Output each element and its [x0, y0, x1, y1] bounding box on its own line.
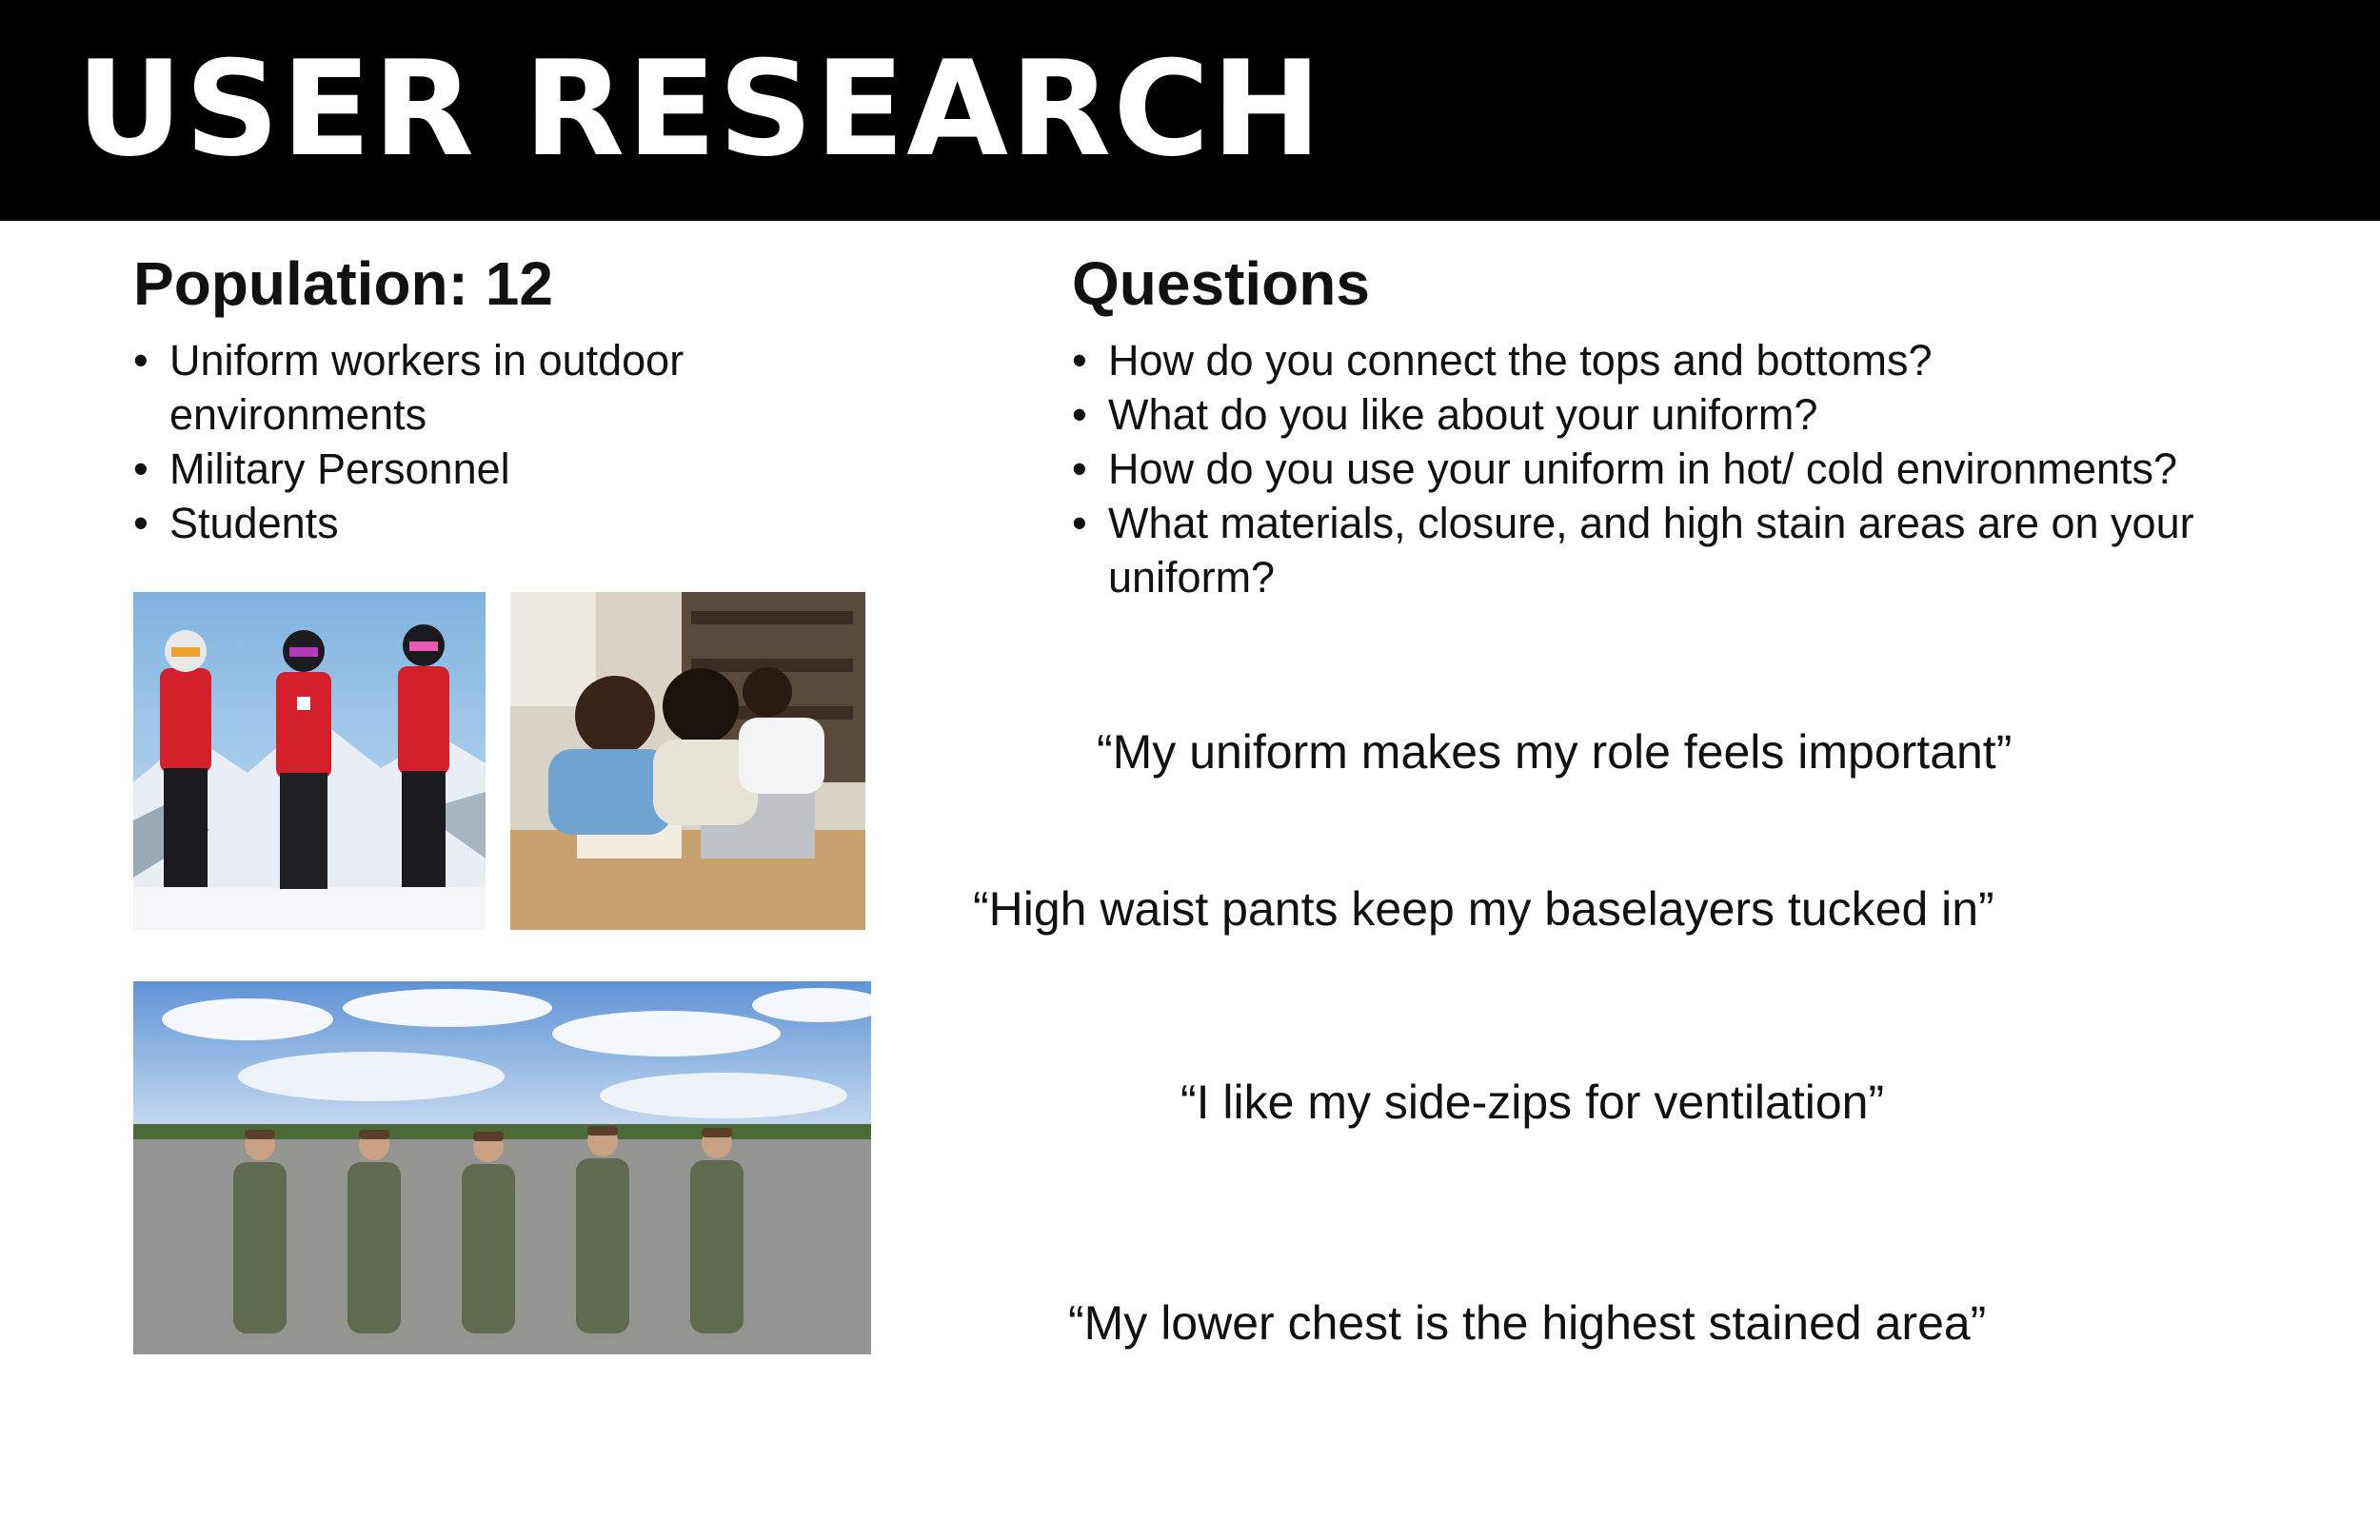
quote: “My uniform makes my role feels important” [1097, 725, 2013, 779]
quote: “High waist pants keep my baselayers tucked in” [973, 882, 1994, 936]
list-item: • How do you use your uniform in hot/ cold environments? [1072, 442, 2310, 496]
list-item: • Uniform workers in outdoor environments [133, 333, 857, 442]
list-item: • How do you connect the tops and bottoms? [1072, 333, 2310, 387]
list-item: • Military Personnel [133, 442, 857, 496]
header-bar [0, 0, 2380, 221]
quote: “My lower chest is the highest stained area” [1068, 1296, 1987, 1350]
list-item: • Students [133, 496, 857, 550]
page-title: USER RESEARCH [76, 32, 1324, 186]
list-item: • What materials, closure, and high stain areas are on your uniform? [1072, 496, 2310, 604]
quote: “I like my side-zips for ventilation” [1180, 1076, 1885, 1129]
list-item: • What do you like about your uniform? [1072, 387, 2310, 442]
population-list [133, 333, 857, 550]
ski-patrol-photo [133, 592, 486, 930]
population-heading: Population: 12 [133, 249, 553, 318]
questions-heading: Questions [1072, 249, 1370, 318]
students-studying-photo [510, 592, 865, 930]
flight-suit-pilots-photo [133, 981, 871, 1354]
questions-list [1072, 333, 2310, 604]
